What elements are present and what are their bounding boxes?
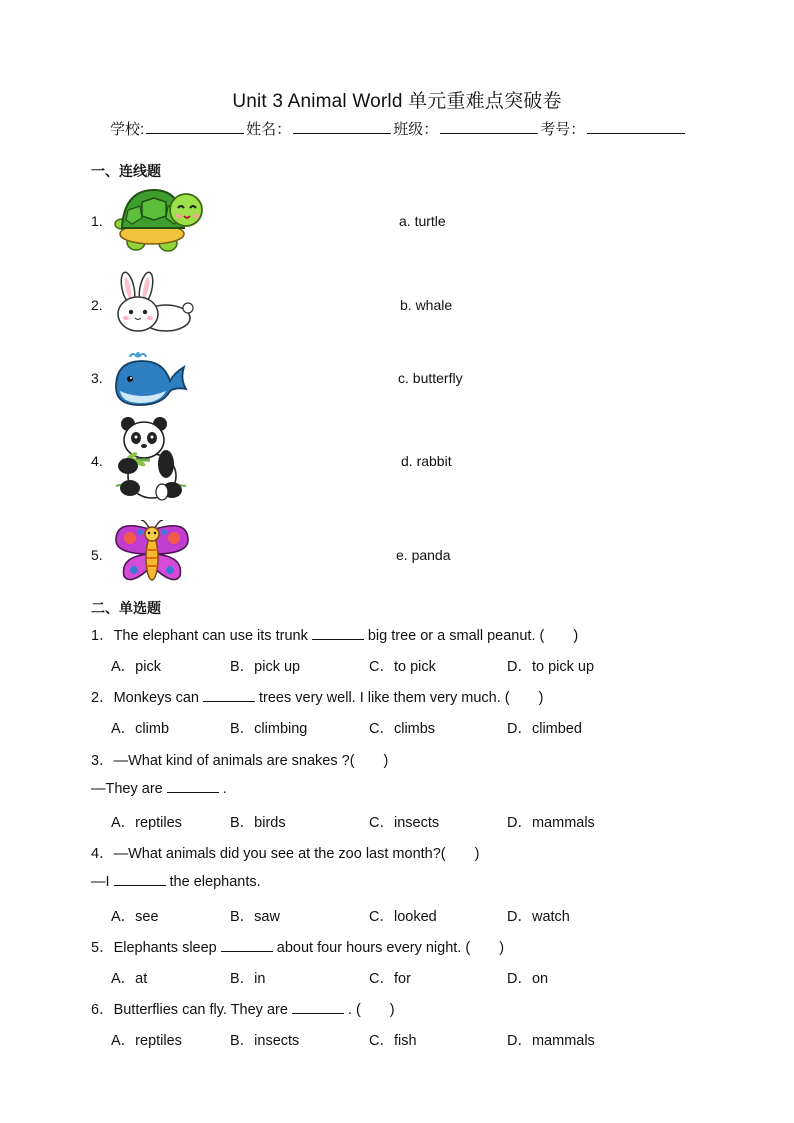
match-number: 5.	[91, 547, 103, 563]
option-d[interactable]: D．mammals	[507, 815, 595, 831]
match-number: 4.	[91, 453, 103, 469]
question-text: trees very well. I like them very much. ( )	[259, 690, 544, 706]
option-d[interactable]: D．to pick up	[507, 659, 595, 675]
option-c[interactable]: C．to pick	[369, 659, 436, 675]
match-word: d. rabbit	[401, 453, 452, 469]
question-text: big tree or a small peanut. ( )	[367, 628, 579, 644]
answer-blank[interactable]	[292, 1001, 344, 1014]
class-blank[interactable]	[440, 119, 538, 134]
option-b[interactable]: B．climbing	[230, 721, 308, 737]
question-text: —They are	[91, 781, 163, 797]
question-2	[91, 686, 543, 707]
option-c[interactable]: C．looked	[369, 909, 437, 925]
option-d[interactable]: D．watch	[507, 909, 570, 925]
name-blank[interactable]	[293, 119, 391, 134]
rabbit-icon	[112, 270, 194, 336]
option-b[interactable]: B．insects	[230, 1033, 300, 1049]
question-text: the elephants.	[169, 874, 261, 890]
question-text: .	[222, 781, 227, 797]
class-label: 班级：	[393, 121, 439, 138]
option-d[interactable]: D．mammals	[507, 1033, 595, 1049]
id-label: 考号：	[540, 121, 586, 138]
match-number: 2.	[91, 297, 103, 313]
question-text: 6．Butterflies can fly. They are	[91, 1002, 288, 1018]
option-c[interactable]: C．climbs	[369, 721, 436, 737]
student-info-line	[110, 118, 687, 139]
question-text: . ( )	[347, 1002, 395, 1018]
school-blank[interactable]	[146, 119, 244, 134]
option-d[interactable]: D．climbed	[507, 721, 582, 737]
match-number: 1.	[91, 213, 103, 229]
question-5	[91, 936, 504, 957]
id-blank[interactable]	[587, 119, 685, 134]
question-4-answer-line	[91, 873, 261, 890]
question-text: 1．The elephant can use its trunk	[91, 628, 308, 644]
match-number: 3.	[91, 370, 103, 386]
option-b[interactable]: B．birds	[230, 815, 286, 831]
answer-blank[interactable]	[221, 939, 273, 952]
option-a[interactable]: A．at	[111, 971, 148, 987]
match-word: b. whale	[400, 297, 453, 313]
section-heading-matching: 一、连线题	[91, 163, 161, 179]
option-a[interactable]: A．pick	[111, 659, 161, 675]
option-b[interactable]: B．saw	[230, 909, 280, 925]
butterfly-icon	[112, 520, 192, 586]
question-3: 3．—What kind of animals are snakes ?( )	[91, 753, 389, 769]
answer-blank[interactable]	[114, 873, 166, 886]
option-a[interactable]: A．climb	[111, 721, 170, 737]
question-text: 5．Elephants sleep	[91, 940, 217, 956]
option-b[interactable]: B．pick up	[230, 659, 301, 675]
option-a[interactable]: A．reptiles	[111, 815, 182, 831]
option-d[interactable]: D．on	[507, 971, 549, 987]
answer-blank[interactable]	[167, 780, 219, 793]
option-c[interactable]: C．insects	[369, 815, 440, 831]
page-title: Unit 3 Animal World 单元重难点突破卷	[232, 91, 562, 112]
panda-icon	[112, 416, 190, 504]
match-word: c. butterfly	[398, 370, 463, 386]
question-text: —I	[91, 874, 110, 890]
answer-blank[interactable]	[312, 627, 364, 640]
whale-icon	[112, 347, 190, 409]
option-c[interactable]: C．fish	[369, 1033, 417, 1049]
option-a[interactable]: A．reptiles	[111, 1033, 182, 1049]
school-label: 学校:	[110, 121, 145, 138]
answer-blank[interactable]	[203, 689, 255, 702]
option-a[interactable]: A．see	[111, 909, 159, 925]
question-6	[91, 998, 395, 1019]
turtle-icon	[112, 186, 204, 254]
option-c[interactable]: C．for	[369, 971, 411, 987]
name-label: 姓名：	[246, 121, 292, 138]
question-1	[91, 624, 578, 645]
question-text: 2．Monkeys can	[91, 690, 199, 706]
question-3-answer-line	[91, 780, 227, 797]
section-heading-choice: 二、单选题	[91, 600, 161, 616]
match-word: a. turtle	[399, 213, 446, 229]
question-4: 4．—What animals did you see at the zoo last month?( )	[91, 846, 480, 862]
match-word: e. panda	[396, 547, 451, 563]
question-text: about four hours every night. ( )	[276, 940, 505, 956]
option-b[interactable]: B．in	[230, 971, 266, 987]
